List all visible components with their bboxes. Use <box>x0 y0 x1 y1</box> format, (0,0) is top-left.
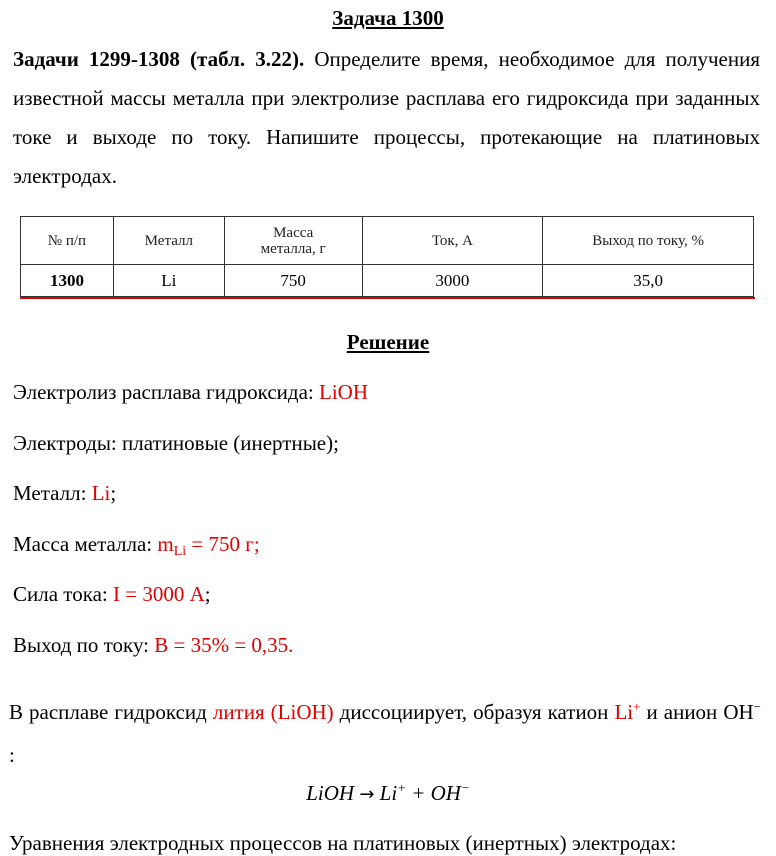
given-current: Сила тока: I = 3000 А; <box>13 582 211 606</box>
problem-reference: Задачи 1299-1308 (табл. 3.22). <box>13 47 305 71</box>
data-table <box>20 216 754 297</box>
table-row <box>21 265 754 297</box>
header-current: Ток, А <box>362 217 543 265</box>
header-number: № п/п <box>21 217 114 265</box>
problem-text: Определите время, необходимое для получения известной массы металла при электролизе расплава его гидроксида при заданных токе и выходе по току. Напишите процессы, протекающие на платиновых электродах. <box>13 47 760 188</box>
electrode-processes-heading: Уравнения электродных процессов на платиновых (инертных) электродах: <box>9 831 677 855</box>
arrow-icon: → <box>359 784 375 805</box>
given-mass: Масса металла: $m_{Li} = 750$ г; <box>13 532 260 559</box>
given-electrolysis: Электролиз расплава гидроксида: LiOH <box>13 380 368 404</box>
dissociation-paragraph: В расплаве гидроксид лития (LiOH) диссоциирует, образуя катион Li+ и анион OH− : <box>9 699 761 767</box>
dissociation-equation: LiOH → Li+ + OH− <box>306 780 470 805</box>
cell-number: 1300 <box>21 265 114 297</box>
given-yield: Выход по току: В = 35% = 0,35. <box>13 633 294 657</box>
header-mass: Масса металла, г <box>224 217 362 265</box>
given-electrodes: Электроды: платиновые (инертные); <box>13 431 339 455</box>
header-yield: Выход по току, % <box>543 217 754 265</box>
cell-current: 3000 <box>362 265 543 297</box>
solution-title: Решение <box>346 330 430 354</box>
cell-metal: Li <box>113 265 224 297</box>
problem-statement <box>13 40 760 196</box>
table-header-row <box>21 217 754 265</box>
red-underline <box>20 297 755 299</box>
given-metal: Металл: Li; <box>13 481 117 505</box>
header-metal: Металл <box>113 217 224 265</box>
cell-yield: 35,0 <box>543 265 754 297</box>
cell-mass: 750 <box>224 265 362 297</box>
problem-title: Задача 1300 <box>332 6 444 30</box>
